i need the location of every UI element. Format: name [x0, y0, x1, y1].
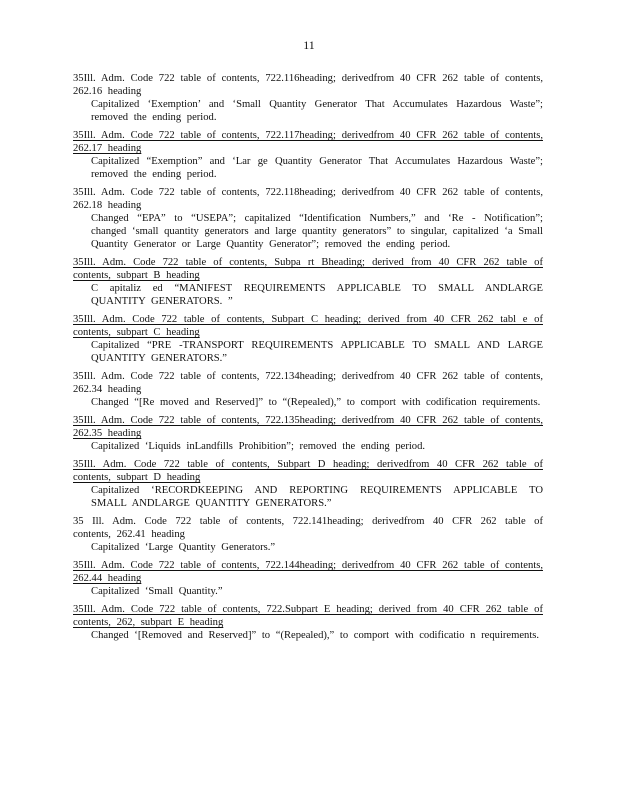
entry-description: Capitalized ‘Liquids inLandfills Prohibition”; removed the ending period.: [91, 441, 426, 452]
list-item: [73, 129, 543, 181]
entry-citation: 35Ill. Adm. Code 722 table of contents, Subpart C heading; derived from 40 CFR 262 tabl e of contents, subpart C heading: [73, 314, 543, 338]
entry-description: Capitalized ‘Exemption’ and ‘Small Quantity Generator That Accumulates Hazardous Waste”; removed the ending period.: [91, 99, 543, 123]
list-item: [73, 313, 543, 365]
entry-citation: 35Ill. Adm. Code 722 table of contents, 722.134heading; derivedfrom 40 CFR 262 table of contents, 262.34 heading: [73, 371, 543, 395]
entry-description: Capitalized ‘RECORDKEEPING AND REPORTING REQUIREMENTS APPLICABLE TO SMALL ANDLARGE QUANTITY GENERATORS.”: [91, 485, 543, 509]
entry-description: C apitaliz ed “MANIFEST REQUIREMENTS APPLICABLE TO SMALL ANDLARGE QUANTITY GENERATORS. ”: [91, 283, 543, 307]
entry-description: Changed “EPA” to “USEPA”; capitalized “Identification Numbers,” and ‘Re - Notification”; changed ‘small quantity generators and large quantity generators” to singular, capitalized ‘a Small Quantity Generator or Large Quantity Generator”; removed the ending period.: [91, 213, 543, 250]
entry-description: Changed “[Re moved and Reserved]” to “(Repealed),” to comport with codification requirements.: [91, 397, 541, 408]
list-item: [73, 72, 543, 124]
list-item: [73, 515, 543, 554]
entry-citation: 35 Ill. Adm. Code 722 table of contents, 722.141heading; derivedfrom 40 CFR 262 table of contents, 262.41 heading: [73, 516, 543, 540]
entry-description: Capitalized ‘Small Quantity.”: [91, 586, 223, 597]
amendment-list: [73, 72, 543, 647]
entry-citation: 35Ill. Adm. Code 722 table of contents, Subpart D heading; derivedfrom 40 CFR 262 table of contents, subpart D heading: [73, 459, 543, 483]
entry-citation: 35Ill. Adm. Code 722 table of contents, 722.116heading; derivedfrom 40 CFR 262 table of contents, 262.16 heading: [73, 73, 543, 97]
entry-citation: 35Ill. Adm. Code 722 table of contents, Subpa rt Bheading; derived from 40 CFR 262 table of contents, subpart B heading: [73, 257, 543, 281]
list-item: [73, 458, 543, 510]
list-item: [73, 559, 543, 598]
page-number: 11: [303, 38, 315, 52]
list-item: [73, 256, 543, 308]
entry-description: Changed ‘[Removed and Reserved]” to “(Repealed),” to comport with codificatio n requirements.: [91, 630, 540, 641]
entry-description: Capitalized “PRE -TRANSPORT REQUIREMENTS APPLICABLE TO SMALL AND LARGE QUANTITY GENERATORS.”: [91, 340, 543, 364]
entry-citation: 35Ill. Adm. Code 722 table of contents, 722.144heading; derivedfrom 40 CFR 262 table of contents, 262.44 heading: [73, 560, 543, 584]
entry-citation: 35Ill. Adm. Code 722 table of contents, 722.118heading; derivedfrom 40 CFR 262 table of contents, 262.18 heading: [73, 187, 543, 211]
entry-description: Capitalized ‘Large Quantity Generators.”: [91, 542, 276, 553]
list-item: [73, 603, 543, 642]
entry-description: Capitalized “Exemption” and ‘Lar ge Quantity Generator That Accumulates Hazardous Waste”; removed the ending period.: [91, 156, 543, 180]
entry-citation: 35Ill. Adm. Code 722 table of contents, 722.Subpart E heading; derived from 40 CFR 262 table of contents, 262, subpart E heading: [73, 604, 543, 628]
entry-citation: 35Ill. Adm. Code 722 table of contents, 722.135heading; derivedfrom 40 CFR 262 table of contents, 262.35 heading: [73, 415, 543, 439]
list-item: [73, 414, 543, 453]
list-item: [73, 186, 543, 251]
list-item: [73, 370, 543, 409]
entry-citation: 35Ill. Adm. Code 722 table of contents, 722.117heading; derivedfrom 40 CFR 262 table of contents, 262.17 heading: [73, 130, 543, 154]
